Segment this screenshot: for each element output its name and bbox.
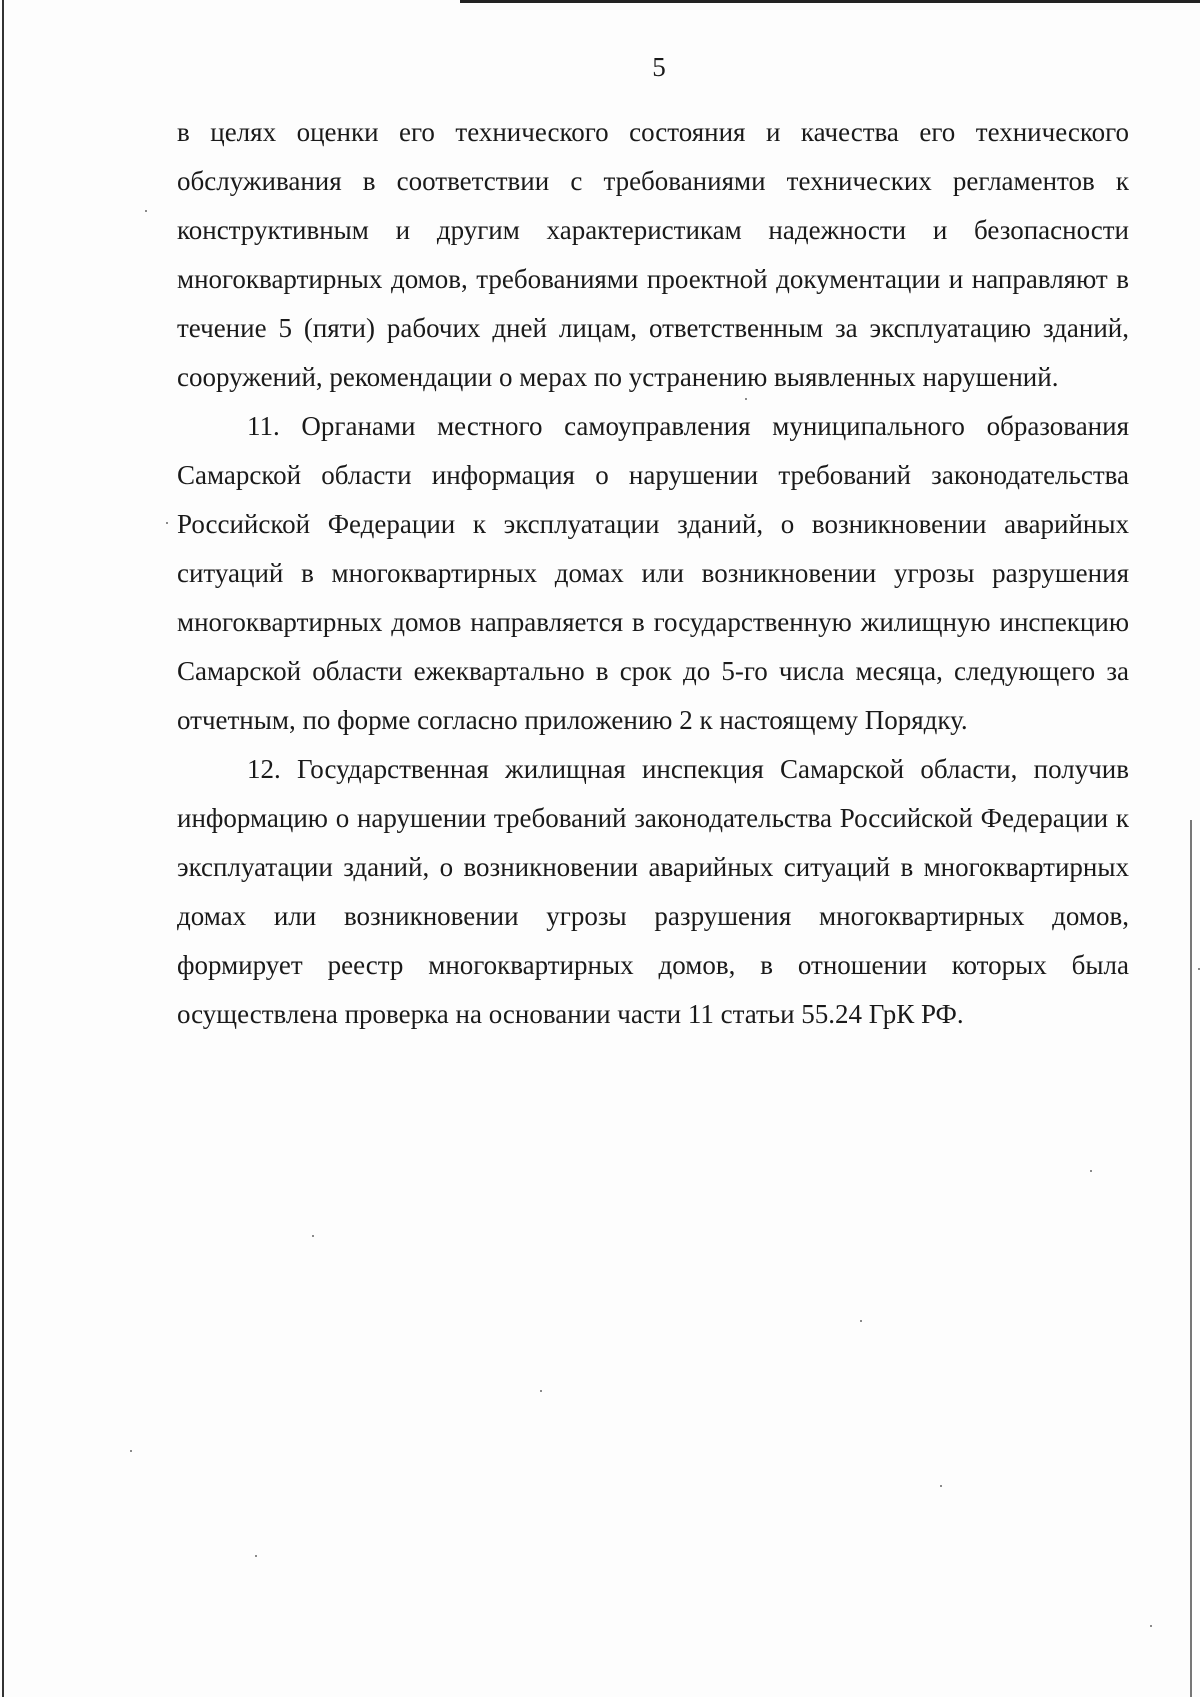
scan-speck <box>130 1450 132 1452</box>
scan-speck <box>1150 1625 1152 1627</box>
scan-left-edge <box>2 0 4 1697</box>
document-body <box>177 108 1129 1039</box>
scan-speck <box>145 210 147 212</box>
scan-top-edge <box>460 0 1200 3</box>
paragraph-item-12: 12. Государственная жилищная инспекция Самарской области, получив информацию о нарушении требований законодательства Российской Федерации к эксплуатации зданий, о возникновении аварийных ситуаций в многоквартирных домах или возникновении угрозы разрушения многоквартирных домов, формирует реестр многоквартирных домов, в отношении которых была осуществлена проверка на основании части 11 статьи 55.24 ГрК РФ. <box>177 754 1129 1029</box>
scan-speck <box>860 1320 862 1322</box>
scan-speck <box>166 522 168 524</box>
scan-speck <box>312 1235 314 1237</box>
paragraph-continuation: в целях оценки его технического состояния и качества его технического обслуживания в соответствии с требованиями технических регламентов к конструктивным и другим характеристикам надежности и безопасности многоквартирных домов, требованиями проектной документации и направляют в течение 5 (пяти) рабочих дней лицам, ответственным за эксплуатацию зданий, сооружений, рекомендации о мерах по устранению выявленных нарушений. <box>177 117 1129 392</box>
scan-speck <box>745 398 747 400</box>
page-number: 5 <box>652 52 666 82</box>
scan-right-edge <box>1190 820 1192 1697</box>
paragraph-item-11: 11. Органами местного самоуправления муниципального образования Самарской области информация о нарушении требований законодательства Российской Федерации к эксплуатации зданий, о возникновении аварийных ситуаций в многоквартирных домах или возникновении угрозы разрушения многоквартирных домов направляется в государственную жилищную инспекцию Самарской области ежеквартально в срок до 5-го числа месяца, следующего за отчетным, по форме согласно приложению 2 к настоящему Порядку. <box>177 411 1129 735</box>
scan-speck <box>940 1485 942 1487</box>
scan-speck <box>255 1555 257 1557</box>
scan-speck <box>1090 1170 1092 1172</box>
scan-speck <box>540 1390 542 1392</box>
